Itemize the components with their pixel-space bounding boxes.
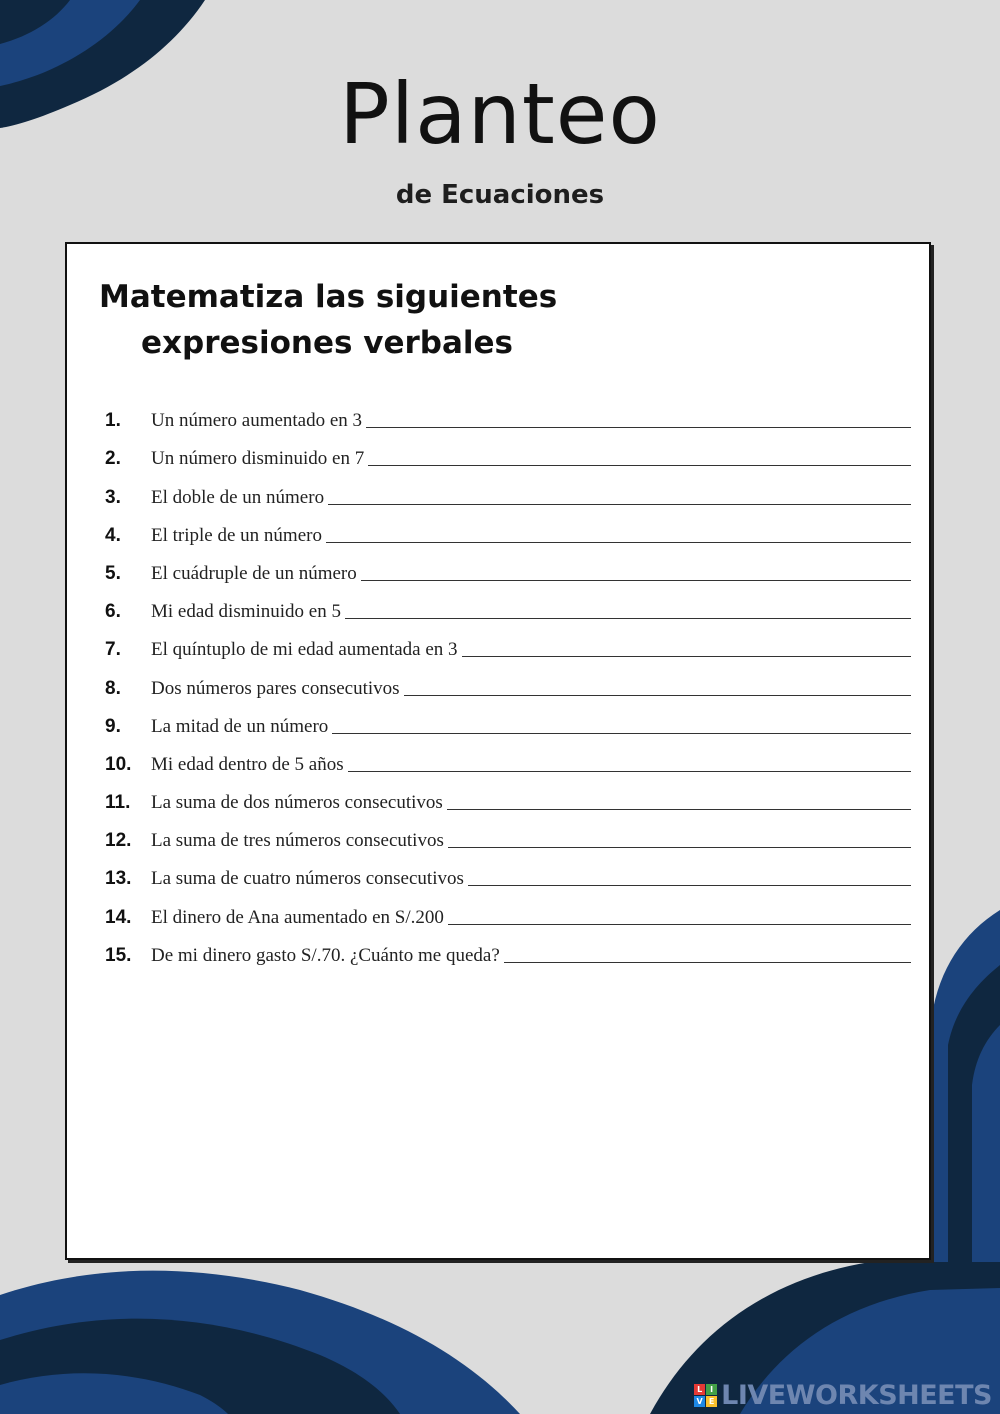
item-text: El quíntuplo de mi edad aumentada en 3 xyxy=(151,639,458,661)
liveworksheets-brand[interactable] xyxy=(694,1380,992,1411)
item-text: Mi edad disminuido en 5 xyxy=(151,601,341,623)
item-text: El dinero de Ana aumentado en S/.200 xyxy=(151,906,444,928)
exercise-item xyxy=(105,587,911,625)
item-text: El triple de un número xyxy=(151,524,322,546)
exercise-item xyxy=(105,625,911,663)
logo-letter: I xyxy=(706,1384,717,1395)
exercise-item xyxy=(105,816,911,854)
exercise-item xyxy=(105,663,911,701)
item-number: 13. xyxy=(105,868,132,890)
answer-blank[interactable] xyxy=(448,847,911,848)
page-subtitle: de Ecuaciones xyxy=(395,180,605,210)
card-heading xyxy=(99,274,699,366)
item-text: La mitad de un número xyxy=(151,715,329,737)
item-text: De mi dinero gasto S/.70. ¿Cuánto me queda? xyxy=(151,944,500,966)
answer-blank[interactable] xyxy=(326,542,911,543)
item-number: 6. xyxy=(105,601,121,623)
answer-blank[interactable] xyxy=(345,618,911,619)
item-text: El doble de un número xyxy=(151,486,325,508)
answer-blank[interactable] xyxy=(368,465,911,466)
logo-letter: L xyxy=(694,1384,705,1395)
answer-blank[interactable] xyxy=(504,962,911,963)
item-number: 5. xyxy=(105,562,121,584)
item-number: 14. xyxy=(105,906,132,928)
answer-blank[interactable] xyxy=(404,695,911,696)
answer-blank[interactable] xyxy=(448,924,911,925)
exercise-item xyxy=(105,549,911,587)
logo-letter: V xyxy=(694,1396,705,1407)
answer-blank[interactable] xyxy=(468,885,911,886)
logo-letter: E xyxy=(706,1396,717,1407)
exercise-item xyxy=(105,892,911,930)
card-heading-line-2: expresiones verbales xyxy=(141,325,513,361)
exercise-item xyxy=(105,434,911,472)
item-text: La suma de cuatro números consecutivos xyxy=(151,868,464,890)
exercise-list xyxy=(105,396,911,969)
item-number: 9. xyxy=(105,715,121,737)
item-number: 4. xyxy=(105,524,121,546)
exercise-item xyxy=(105,740,911,778)
item-text: Un número aumentado en 3 xyxy=(151,410,363,432)
answer-blank[interactable] xyxy=(348,771,911,772)
answer-blank[interactable] xyxy=(361,580,911,581)
exercise-card xyxy=(65,242,931,1260)
item-text: La suma de dos números consecutivos xyxy=(151,792,443,814)
item-text: Dos números pares consecutivos xyxy=(151,677,400,699)
item-number: 10. xyxy=(105,753,132,775)
item-number: 8. xyxy=(105,677,121,699)
exercise-item xyxy=(105,472,911,510)
liveworksheets-logo-icon xyxy=(694,1384,717,1407)
card-heading-line-1: Matematiza las siguientes xyxy=(99,279,558,315)
item-text: La suma de tres números consecutivos xyxy=(151,830,444,852)
exercise-item xyxy=(105,396,911,434)
page-title: Planteo xyxy=(339,65,661,163)
answer-blank[interactable] xyxy=(328,504,911,505)
item-number: 7. xyxy=(105,639,121,661)
item-number: 1. xyxy=(105,410,121,432)
item-number: 12. xyxy=(105,830,132,852)
exercise-item xyxy=(105,511,911,549)
exercise-item xyxy=(105,854,911,892)
item-text: Mi edad dentro de 5 años xyxy=(151,753,344,775)
exercise-item xyxy=(105,702,911,740)
item-number: 3. xyxy=(105,486,121,508)
item-text: Un número disminuido en 7 xyxy=(151,448,365,470)
item-number: 11. xyxy=(105,792,131,814)
exercise-item xyxy=(105,931,911,969)
answer-blank[interactable] xyxy=(447,809,911,810)
item-text: El cuádruple de un número xyxy=(151,562,357,584)
exercise-item xyxy=(105,778,911,816)
item-number: 2. xyxy=(105,448,121,470)
item-number: 15. xyxy=(105,944,132,966)
answer-blank[interactable] xyxy=(462,656,911,657)
answer-blank[interactable] xyxy=(366,427,911,428)
liveworksheets-wordmark: LIVEWORKSHEETS xyxy=(721,1380,992,1411)
answer-blank[interactable] xyxy=(332,733,911,734)
